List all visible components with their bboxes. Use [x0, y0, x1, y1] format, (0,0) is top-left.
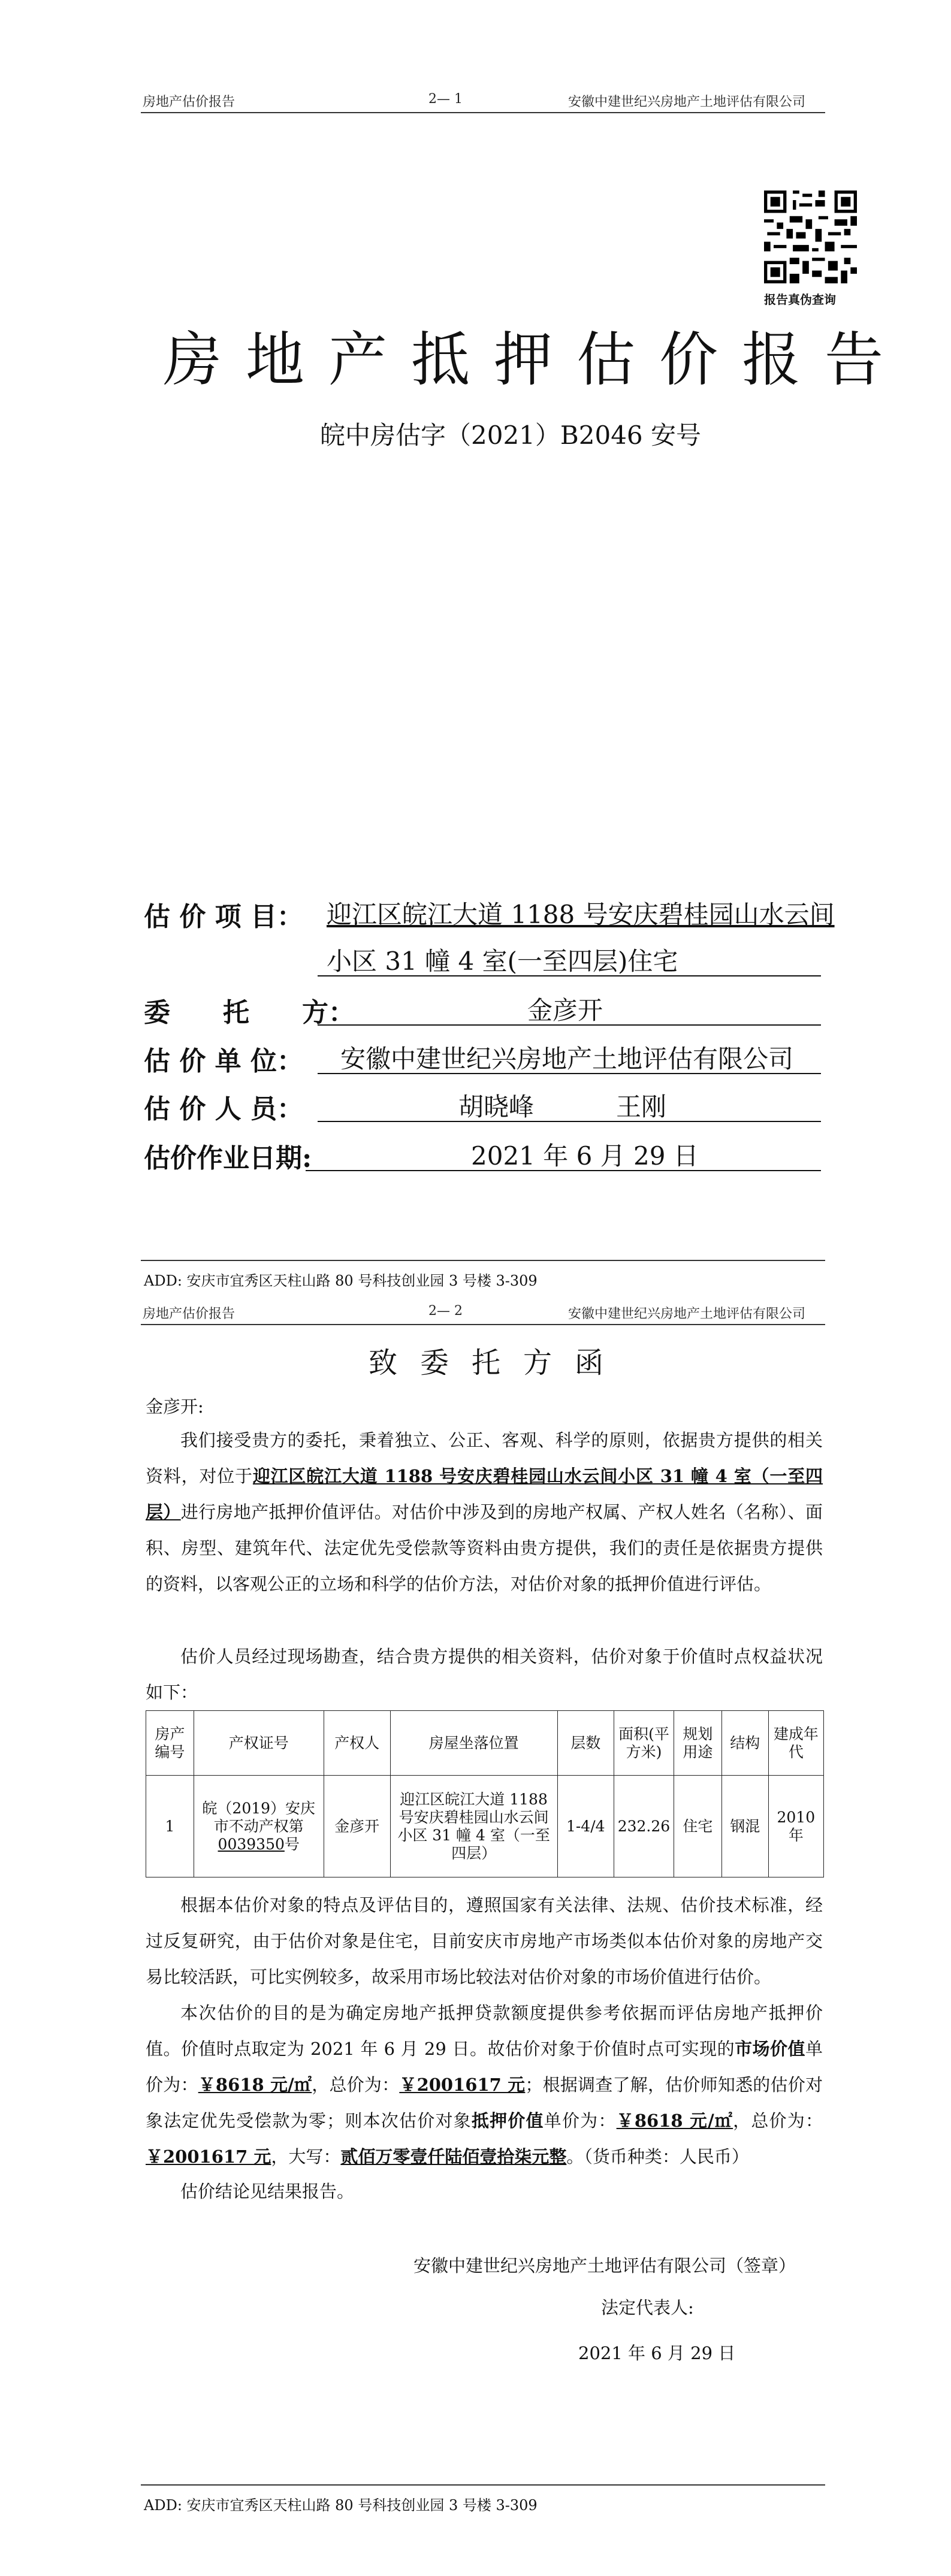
para4-k: ，总价为：: [733, 2111, 823, 2131]
qr-code-icon: [764, 191, 857, 283]
para4-o: 。（货币种类：人民币）: [566, 2146, 749, 2167]
cell-cert: [194, 1776, 324, 1877]
page1-header-right: 安徽中建世纪兴房地产土地评估有限公司: [568, 95, 806, 110]
letter-paragraph-2: 估价人员经过现场勘查，结合贵方提供的相关资料，估价对象于价值时点权益状况如下：: [146, 1646, 823, 1703]
th-location: 房屋坐落位置: [390, 1711, 557, 1776]
page1-header-left: 房地产估价报告: [143, 95, 236, 110]
cell-floors: 1-4/4: [557, 1776, 614, 1877]
table-header-row: [146, 1711, 824, 1776]
report-title: 房地产抵押估价报告: [163, 326, 908, 394]
signature-legal-representative: 法定代表人:: [601, 2297, 694, 2318]
page1-header-rule: [141, 112, 825, 113]
project-value-line2: 小区 31 幢 4 室(一至四层)住宅: [327, 947, 678, 976]
cell-structure: 钢混: [721, 1776, 768, 1877]
appraiser-name-2: 王刚: [616, 1092, 667, 1121]
th-year: 建成年代: [768, 1711, 823, 1776]
cell-cert-a: 皖（2019）安庆市不动产权第: [202, 1799, 316, 1835]
work-date-value: 2021 年 6 月 29 日: [471, 1141, 699, 1171]
cell-use: 住宅: [674, 1776, 722, 1877]
para4-e: ，总价为：: [312, 2075, 400, 2095]
cell-no: 1: [146, 1776, 194, 1877]
para4-market-value-label: 市场价值: [735, 2039, 805, 2059]
table-row: [146, 1776, 824, 1877]
client-label: 委 托 方：: [144, 997, 355, 1028]
letter-title: 致委托方函: [369, 1346, 627, 1380]
para4-i: 单价为：: [544, 2111, 617, 2131]
signature-company: 安徽中建世纪兴房地产土地评估有限公司（签章）: [413, 2255, 796, 2276]
qr-caption: 报告真伪查询: [764, 292, 836, 307]
para4-g: ；根据调查了解，估价师知悉的估价对象法定优先受偿款为零；则本次估价对象: [146, 2075, 823, 2131]
letter-paragraph-3: 根据本估价对象的特点及评估目的，遵照国家有关法律、法规、估价技术标准，经过反复研究，由于估价对象是住宅，目前安庆市房地产市场类似本估价对象的房地产交易比较活跃，可比实例较多，故采用市场比较法对估价对象的市场价值进行估价。: [146, 1895, 823, 1987]
para1-text-a: 我们接受贵方的委托，秉着独立、公正、客观、科学的原则，依据贵方提供的相关资料，对位于: [146, 1430, 823, 1486]
th-floors: 层数: [557, 1711, 614, 1776]
para4-c: 单价为：: [146, 2039, 823, 2095]
letter-salutation: 金彦开:: [146, 1396, 204, 1417]
project-underline-2: [318, 975, 821, 976]
th-cert-no: 产权证号: [194, 1711, 324, 1776]
client-value: 金彦开: [527, 996, 603, 1025]
cell-cert-num: 0039350: [218, 1835, 285, 1853]
para4-mortgage-total: ￥2001617 元: [146, 2146, 271, 2167]
project-label: 估 价 项 目：: [144, 902, 303, 932]
page2-header-rule: [141, 1324, 825, 1325]
valuation-unit-value: 安徽中建世纪兴房地产土地评估有限公司: [340, 1044, 794, 1074]
para4-a: 本次估价的目的是为确定房地产抵押贷款额度提供参考依据而评估房地产抵押价值。价值时点取定为 2021 年 6 月 29 日。故估价对象于价值时点可实现的: [146, 2003, 823, 2059]
client-underline: [318, 1024, 821, 1026]
th-property-no: 房产编号: [146, 1711, 194, 1776]
th-structure: 结构: [721, 1711, 768, 1776]
work-date-label: 估价作业日期:: [144, 1143, 312, 1174]
para4-amount-in-words: 贰佰万零壹仟陆佰壹拾柒元整: [340, 2146, 567, 2167]
cell-owner: 金彦开: [324, 1776, 390, 1877]
th-area: 面积(平方米): [614, 1711, 674, 1776]
para1-text-b: 进行房地产抵押价值评估。对估价中涉及到的房地产权属、产权人姓名（名称）、面积、房型、建筑年代、法定优先受偿款等资料由贵方提供，我们的责任是依据贵方提供的资料，以客观公正的立场和科学的估价方法，对估价对象的抵押价值进行评估。: [146, 1502, 823, 1594]
letter-paragraph-1: [146, 1422, 823, 1602]
property-table: [146, 1710, 824, 1877]
page1-footer-address: ADD: 安庆市宜秀区天柱山路 80 号科技创业园 3 号楼 3-309: [144, 1272, 538, 1289]
page2-header-left: 房地产估价报告: [143, 1307, 236, 1322]
para1-address: 迎江区皖江大道 1188 号安庆碧桂园山水云间小区 31 幢 4 室（一至四层）: [146, 1466, 823, 1522]
para4-market-unit-price: ￥8618 元/㎡: [198, 2075, 312, 2095]
staff-underline: [318, 1121, 821, 1122]
unit-underline: [318, 1073, 821, 1074]
cell-cert-b: 号: [284, 1835, 300, 1853]
appraisers-label: 估 价 人 员：: [144, 1094, 303, 1124]
para4-market-total: ￥2001617 元: [399, 2075, 526, 2095]
report-number: 皖中房估字（2021）B2046 安号: [320, 421, 701, 450]
page2-footer-rule: [141, 2484, 825, 2486]
signature-date: 2021 年 6 月 29 日: [578, 2343, 736, 2363]
letter-paragraph-5: 估价结论见结果报告。: [180, 2181, 355, 2202]
para4-mortgage-value-label: 抵押价值: [471, 2111, 544, 2131]
cell-area: 232.26: [614, 1776, 674, 1877]
letter-paragraph-4: [146, 1995, 823, 2175]
th-owner: 产权人: [324, 1711, 390, 1776]
appraiser-name-1: 胡晓峰: [458, 1092, 535, 1121]
page2-header-right: 安徽中建世纪兴房地产土地评估有限公司: [568, 1307, 806, 1322]
cell-year: 2010 年: [768, 1776, 823, 1877]
page2-header-page-number: 2— 2: [428, 1304, 463, 1319]
para4-mortgage-unit-price: ￥8618 元/㎡: [616, 2111, 733, 2131]
para4-m: ，大写：: [271, 2146, 341, 2167]
page2-footer-address: ADD: 安庆市宜秀区天柱山路 80 号科技创业园 3 号楼 3-309: [144, 2497, 538, 2514]
cell-location: 迎江区皖江大道 1188 号安庆碧桂园山水云间小区 31 幢 4 室（一至四层）: [390, 1776, 557, 1877]
date-underline: [306, 1170, 821, 1171]
th-use: 规划用途: [674, 1711, 722, 1776]
project-value-line1: 迎江区皖江大道 1188 号安庆碧桂园山水云间: [327, 900, 835, 929]
page1-header-page-number: 2— 1: [428, 92, 463, 107]
valuation-unit-label: 估 价 单 位：: [144, 1046, 303, 1077]
page1-footer-rule: [141, 1260, 825, 1261]
